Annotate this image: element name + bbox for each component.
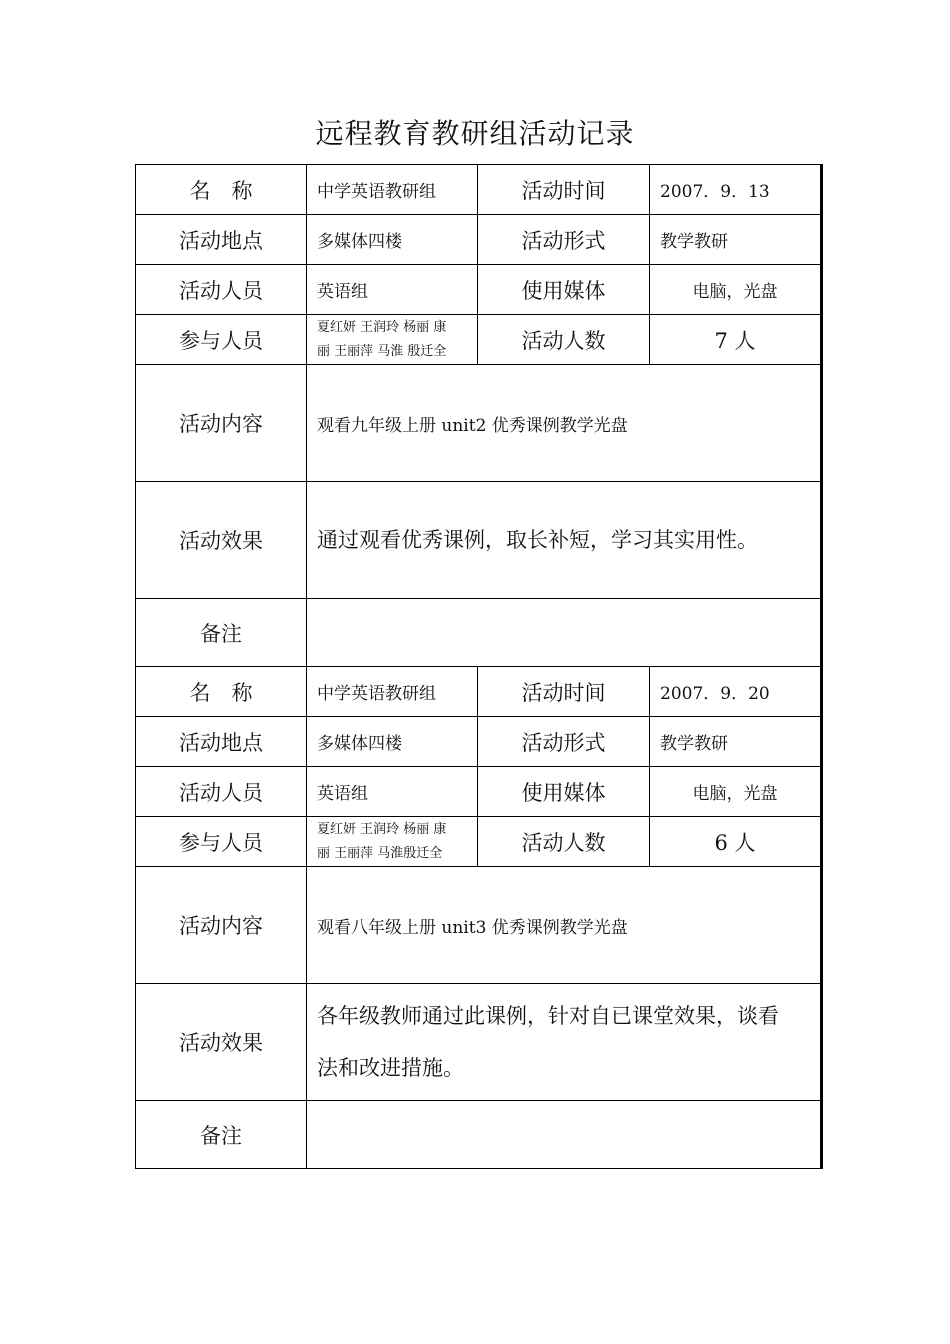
record-2-staff-row	[136, 767, 822, 817]
effect-value	[307, 482, 822, 599]
time-value: 2007．9．13	[650, 165, 822, 215]
staff-label: 活动人员	[136, 265, 307, 315]
count-value: 7 人	[650, 315, 822, 365]
note-value	[307, 599, 822, 667]
record-1-participants-row	[136, 315, 822, 365]
effect-label: 活动效果	[136, 984, 307, 1101]
form-label: 活动形式	[478, 215, 650, 265]
effect-value	[307, 984, 822, 1101]
time-label: 活动时间	[478, 667, 650, 717]
activity-record-table	[135, 164, 823, 1169]
record-2-effect-row	[136, 984, 822, 1101]
content-label: 活动内容	[136, 867, 307, 984]
staff-value: 英语组	[307, 767, 478, 817]
record-2-content-row	[136, 867, 822, 984]
participants-label: 参与人员	[136, 315, 307, 365]
time-label: 活动时间	[478, 165, 650, 215]
time-value: 2007．9．20	[650, 667, 822, 717]
record-2-name-row	[136, 667, 822, 717]
record-2-participants-row	[136, 817, 822, 867]
form-label: 活动形式	[478, 717, 650, 767]
count-value: 6 人	[650, 817, 822, 867]
name-value: 中学英语教研组	[307, 667, 478, 717]
place-value: 多媒体四楼	[307, 215, 478, 265]
note-label: 备注	[136, 599, 307, 667]
content-label: 活动内容	[136, 365, 307, 482]
record-1-place-row	[136, 215, 822, 265]
media-label: 使用媒体	[478, 767, 650, 817]
count-label: 活动人数	[478, 315, 650, 365]
record-1-effect-row	[136, 482, 822, 599]
participants-line-2: 丽 王丽萍 马淮殷迁全	[317, 845, 443, 861]
page-title: 远程教育教研组活动记录	[315, 117, 635, 150]
name-label: 名 称	[136, 165, 307, 215]
participants-value	[307, 315, 478, 365]
place-label: 活动地点	[136, 215, 307, 265]
record-1-name-row	[136, 165, 822, 215]
effect-line-1: 各年级教师通过此课例，针对自已课堂效果，谈看	[317, 1004, 779, 1028]
name-label: 名 称	[136, 667, 307, 717]
participants-value	[307, 817, 478, 867]
participants-line-2: 丽 王丽萍 马淮 殷迁全	[317, 343, 447, 359]
place-label: 活动地点	[136, 717, 307, 767]
note-label: 备注	[136, 1101, 307, 1169]
media-value: 电脑，光盘	[650, 265, 822, 315]
participants-line-1: 夏红妍 王润玲 杨丽 康	[317, 821, 447, 837]
record-1-note-row	[136, 599, 822, 667]
effect-line-1: 通过观看优秀课例，取长补短，学习其实用性。	[317, 528, 758, 552]
note-value	[307, 1101, 822, 1169]
name-value: 中学英语教研组	[307, 165, 478, 215]
media-label: 使用媒体	[478, 265, 650, 315]
content-value: 观看九年级上册 unit2 优秀课例教学光盘	[307, 365, 822, 482]
record-1-staff-row	[136, 265, 822, 315]
effect-label: 活动效果	[136, 482, 307, 599]
staff-label: 活动人员	[136, 767, 307, 817]
participants-line-1: 夏红妍 王润玲 杨丽 康	[317, 319, 447, 335]
media-value: 电脑，光盘	[650, 767, 822, 817]
effect-line-2: 法和改进措施。	[317, 1056, 464, 1080]
count-label: 活动人数	[478, 817, 650, 867]
record-1-content-row	[136, 365, 822, 482]
record-2-place-row	[136, 717, 822, 767]
place-value: 多媒体四楼	[307, 717, 478, 767]
form-value: 教学教研	[650, 717, 822, 767]
participants-label: 参与人员	[136, 817, 307, 867]
record-2-note-row	[136, 1101, 822, 1169]
content-value: 观看八年级上册 unit3 优秀课例教学光盘	[307, 867, 822, 984]
form-value: 教学教研	[650, 215, 822, 265]
staff-value: 英语组	[307, 265, 478, 315]
